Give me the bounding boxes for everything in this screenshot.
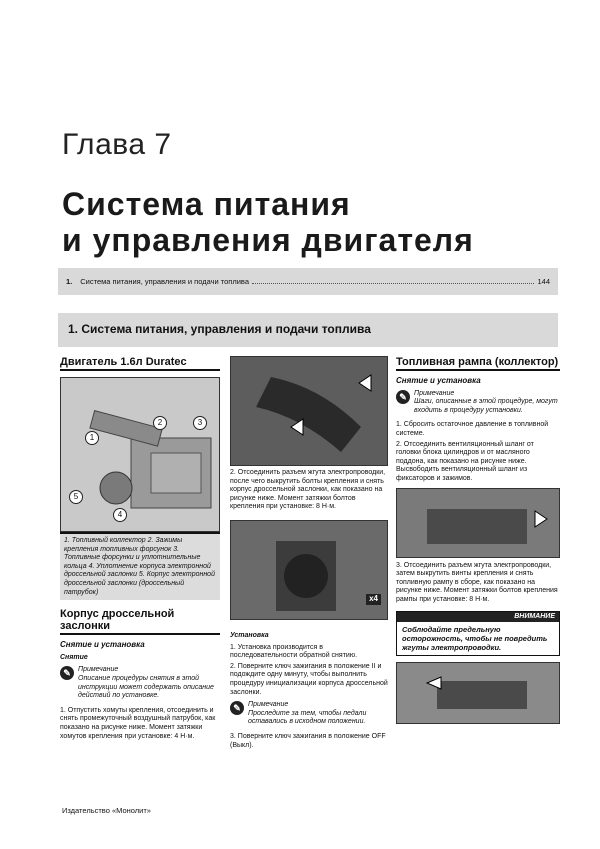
note-block-2 xyxy=(230,701,388,727)
section-heading: 1. Система питания, управления и подачи топлива xyxy=(58,313,558,347)
install-subheading: Установка xyxy=(230,631,269,639)
airduct-photo xyxy=(230,356,388,466)
note-title-3: Примечание xyxy=(414,389,455,397)
fuel-step-1: 1. Сбросить остаточное давление в топливной системе. xyxy=(396,421,549,437)
hose-drawing xyxy=(397,489,560,558)
note-text-2: Проследите за тем, чтобы педали оставались в исходном положении. xyxy=(248,709,367,726)
callout-3: 3 xyxy=(193,416,207,430)
fuelrail-heading: Топливная рампа (коллектор) xyxy=(396,356,560,371)
step-1: 1. Отпустить хомуты крепления, отсоединить и снять промежуточный воздушный патрубок, как показано на рисунке ниже. Момент затяжки хомутов крепления при установке: 4 Н·м. xyxy=(60,706,216,740)
column-3 xyxy=(396,356,560,724)
throttle-photo xyxy=(230,520,388,620)
note-title-2: Примечание xyxy=(248,701,289,709)
toc-entry[interactable] xyxy=(66,277,550,286)
fuel-step-3: 3. Отсоединить разъем жгута электропроводки, затем выкрутить винты крепления и снять топливную рампу в сборе, как показано на рисунке ниже. Момент затяжки болтов крепления рампы при установке: 8 Н·м. xyxy=(396,561,558,603)
toc-dots xyxy=(252,283,534,284)
fuelrail-photo xyxy=(396,662,560,724)
fuel-step-2: 2. Отсоединить вентиляционный шланг от головки блока цилиндров и от масляного поддона, как показано на рисунке ниже. Высвободить вентиляционный шланг из фиксаторов и зажимов. xyxy=(396,440,534,482)
column-1 xyxy=(60,356,220,743)
install-step-3: 3. Поверните ключ зажигания в положение OFF (Выкл). xyxy=(230,732,386,749)
removal-subheading: Снятие xyxy=(60,653,88,661)
note-block xyxy=(60,666,220,700)
title-line-2: и управления двигателя xyxy=(62,222,474,258)
fuelrail-drawing xyxy=(397,663,560,724)
airduct-drawing xyxy=(231,357,388,466)
note-text: Описание процедуры снятия в этой инструкции может содержать описание действий по установке. xyxy=(78,674,214,700)
title-line-1: Система питания xyxy=(62,186,351,222)
note-text-3: Шаги, описанные в этой процедуре, могут входить в процедуру установки. xyxy=(414,398,558,414)
callout-2: 2 xyxy=(153,416,167,430)
throttle-drawing xyxy=(231,521,388,620)
toc-page: 144 xyxy=(537,277,550,286)
step-2: 2. Отсоединить разъем жгута электропроводки, после чего выкрутить болты крепления и снять корпус дроссельной заслонки, как показано на рисунке ниже. Момент затяжки болтов крепления при установке: 8 Н·м. xyxy=(230,469,386,511)
column-2 xyxy=(230,356,388,752)
callout-5: 5 xyxy=(69,490,83,504)
warning-box xyxy=(396,611,560,657)
toc-box xyxy=(58,268,558,295)
engine-heading: Двигатель 1.6л Duratec xyxy=(60,356,220,371)
page-title xyxy=(62,186,474,258)
install-step-1: 1. Установка производится в последовательности обратной снятию. xyxy=(230,643,358,660)
note-block-3 xyxy=(396,390,560,416)
fuelrail-subheading: Снятие и установка xyxy=(396,376,481,385)
hose-photo xyxy=(396,488,560,558)
install-step-2: 2. Поверните ключ зажигания в положение II и подождите одну минуту, чтобы выполнить процедуру инициализации корпуса дроссельной заслонки. xyxy=(230,662,388,696)
note-pen-icon: ✎ xyxy=(230,701,244,715)
callout-1: 1 xyxy=(85,431,99,445)
warning-heading: ВНИМАНИЕ xyxy=(397,612,559,623)
engine-diagram-image xyxy=(60,377,220,532)
throttle-heading: Корпус дроссельной заслонки xyxy=(60,608,220,635)
toc-label: Система питания, управления и подачи топлива xyxy=(80,277,250,286)
note-title: Примечание xyxy=(78,666,119,674)
note-pen-icon: ✎ xyxy=(60,666,74,680)
toc-num: 1. xyxy=(66,277,73,286)
warning-text: Соблюдайте предельную осторожность, чтобы не повредить жгуты электропроводки. xyxy=(402,625,548,653)
engine-caption: 1. Топливный коллектор 2. Зажимы крепления топливных форсунок 3. Топливные форсунки и уплотнительные кольца 4. Уплотнение корпуса электронной дроссельной заслонки 5. Корпус электронной дроссельной заслонки (дроссельный патрубок) xyxy=(60,532,220,600)
callout-4: 4 xyxy=(113,508,127,522)
throttle-subheading: Снятие и установка xyxy=(60,640,145,650)
chapter-label: Глава 7 xyxy=(62,128,172,161)
publisher-footer: Издательство «Монолит» xyxy=(62,806,151,815)
bolt-count-badge: x4 xyxy=(366,594,381,605)
note-pen-icon: ✎ xyxy=(396,390,410,404)
engine-drawing xyxy=(61,378,220,532)
